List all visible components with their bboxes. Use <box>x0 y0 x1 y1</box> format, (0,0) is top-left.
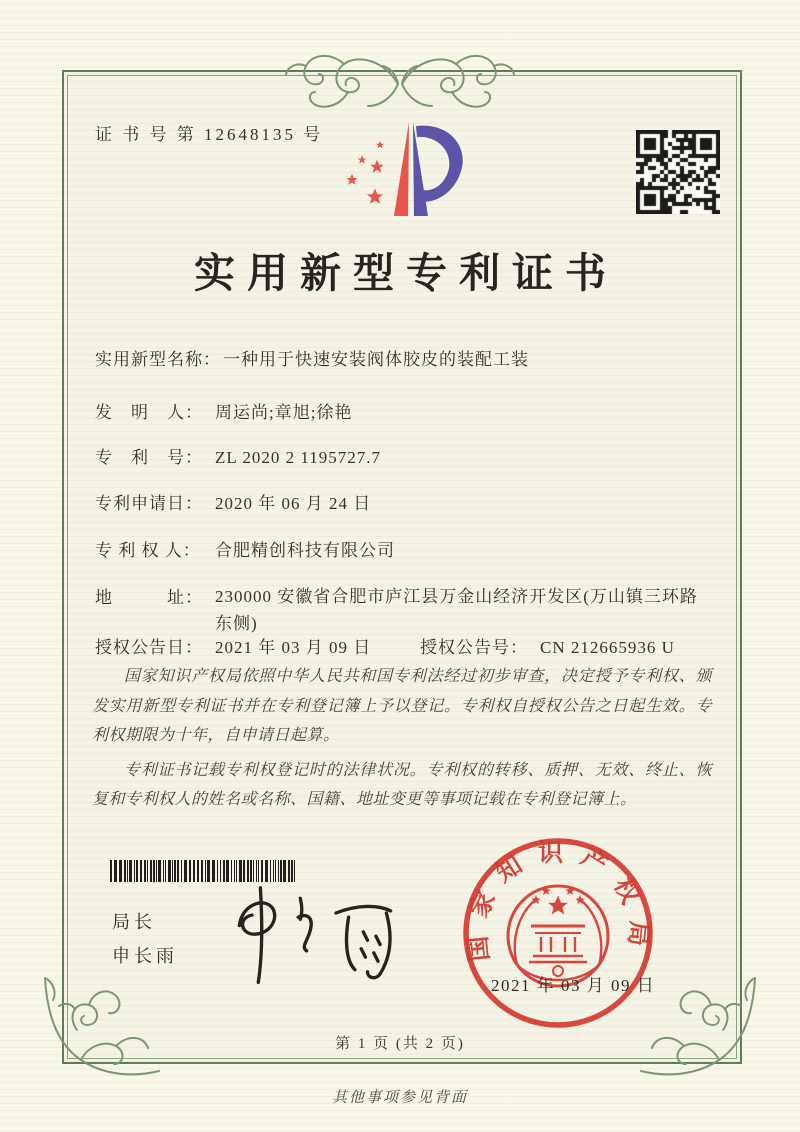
field-grant-number <box>420 638 675 657</box>
field-utility-model-name <box>95 345 529 370</box>
field-value: 2020 年 06 月 24 日 <box>215 494 372 513</box>
official-seal <box>455 830 661 1036</box>
field-value: ZL 2020 2 1195727.7 <box>215 448 382 467</box>
notice-paragraph-1: 国家知识产权局依照中华人民共和国专利法经过初步审查，决定授予专利权、颁发实用新型专利证书并在专利登记簿上予以登记。专利权自授权公告之日起生效。专利权期限为十年，自申请日起算。 <box>92 668 712 744</box>
field-grant-date <box>95 633 420 658</box>
field-label: 授权公告日： <box>95 638 203 657</box>
field-value: 合肥精创科技有限公司 <box>215 541 395 560</box>
field-filing-date <box>95 489 371 514</box>
field-value: 2021 年 03 月 09 日 <box>215 638 372 657</box>
commissioner-name: 申长雨 <box>112 946 178 966</box>
cnipa-logo-icon <box>336 104 486 239</box>
field-label: 专利申请日： <box>95 494 203 513</box>
barcode <box>110 860 316 882</box>
field-value: CN 212665936 U <box>540 638 675 657</box>
seal-date: 2021 年 03 月 09 日 <box>491 976 656 995</box>
certificate-title: 实用新型专利证书 <box>194 250 618 296</box>
back-note: 其他事项参见背面 <box>331 1090 468 1106</box>
field-value: 一种用于快速安装阀体胶皮的装配工装 <box>223 350 529 369</box>
field-label: 实用新型名称： <box>95 350 221 369</box>
field-label: 授权公告号： <box>420 638 528 657</box>
commissioner-signature-icon <box>210 880 420 988</box>
certificate-number: 证 书 号 第 12648135 号 <box>95 125 324 144</box>
field-patentee <box>95 536 395 561</box>
field-label: 地 址： <box>95 588 203 607</box>
field-label: 发 明 人： <box>95 403 203 422</box>
field-label: 专 利 号： <box>95 448 203 467</box>
field-address <box>95 583 700 637</box>
field-patent-number <box>95 443 381 468</box>
field-grant-info <box>95 633 675 658</box>
commissioner-title: 局长 <box>112 912 156 932</box>
field-label: 专 利 权 人： <box>95 541 201 560</box>
seal-text: 国家知识产权局 <box>463 840 653 963</box>
notice-paragraph-2: 专利证书记载专利权登记时的法律状况。专利权的转移、质押、无效、终止、恢复和专利权人的姓名或名称、国籍、地址变更等事项记载在专利登记簿上。 <box>92 761 712 808</box>
qr-code <box>636 130 720 214</box>
field-inventor <box>95 398 352 423</box>
field-value: 230000 安徽省合肥市庐江县万金山经济开发区(万山镇三环路东侧) <box>215 587 698 633</box>
field-value: 周运尚;章旭;徐艳 <box>215 403 353 422</box>
legal-notice <box>92 662 712 815</box>
page-indicator: 第 1 页 (共 2 页) <box>335 1036 465 1052</box>
